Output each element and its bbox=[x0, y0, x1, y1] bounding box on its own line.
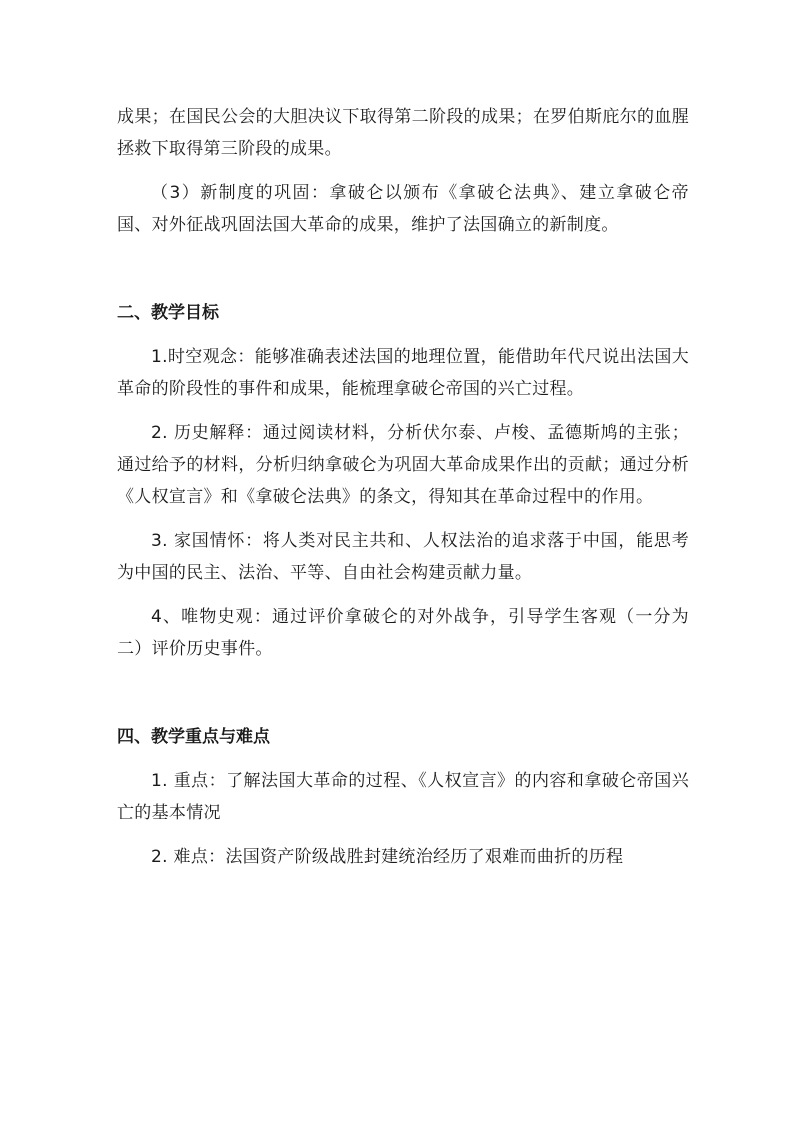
section-heading-objectives: 二、教学目标 bbox=[117, 303, 219, 323]
section-spacer bbox=[117, 253, 689, 297]
intro-paragraph-1: 成果；在国民公会的大胆决议下取得第二阶段的成果；在罗伯斯庇尔的血腥拯救下取得第三阶段的成果。 bbox=[117, 107, 689, 159]
objective-item-3: 3. 家国情怀：将人类对民主共和、人权法治的追求落于中国，能思考为中国的民主、法治、平等、自由社会构建贡献力量。 bbox=[117, 531, 689, 583]
objective-item-2: 2. 历史解释：通过阅读材料，分析伏尔泰、卢梭、孟德斯鸠的主张；通过给予的材料，分析归纳拿破仑为巩固大革命成果作出的贡献；通过分析《人权宣言》和《拿破仑法典》的条文，得知其在革命过程中的作用。 bbox=[117, 423, 689, 507]
document-body bbox=[117, 101, 689, 885]
key-point-item-1: 1. 重点：了解法国大革命的过程、《人权宣言》的内容和拿破仑帝国兴亡的基本情况 bbox=[117, 771, 689, 823]
objective-item-1: 1.时空观念：能够准确表述法国的地理位置，能借助年代尺说出法国大革命的阶段性的事件和成果，能梳理拿破仑帝国的兴亡过程。 bbox=[117, 347, 689, 399]
section-heading-key-points: 四、教学重点与难点 bbox=[117, 727, 270, 747]
section-spacer bbox=[117, 677, 689, 721]
intro-paragraph-2: （3）新制度的巩固：拿破仑以颁布《拿破仑法典》、建立拿破仑帝国、对外征战巩固法国大革命的成果，维护了法国确立的新制度。 bbox=[117, 183, 689, 235]
objective-item-4: 4、唯物史观：通过评价拿破仑的对外战争，引导学生客观（一分为二）评价历史事件。 bbox=[117, 607, 689, 659]
key-point-item-2: 2. 难点：法国资产阶级战胜封建统治经历了艰难而曲折的历程 bbox=[151, 847, 624, 867]
